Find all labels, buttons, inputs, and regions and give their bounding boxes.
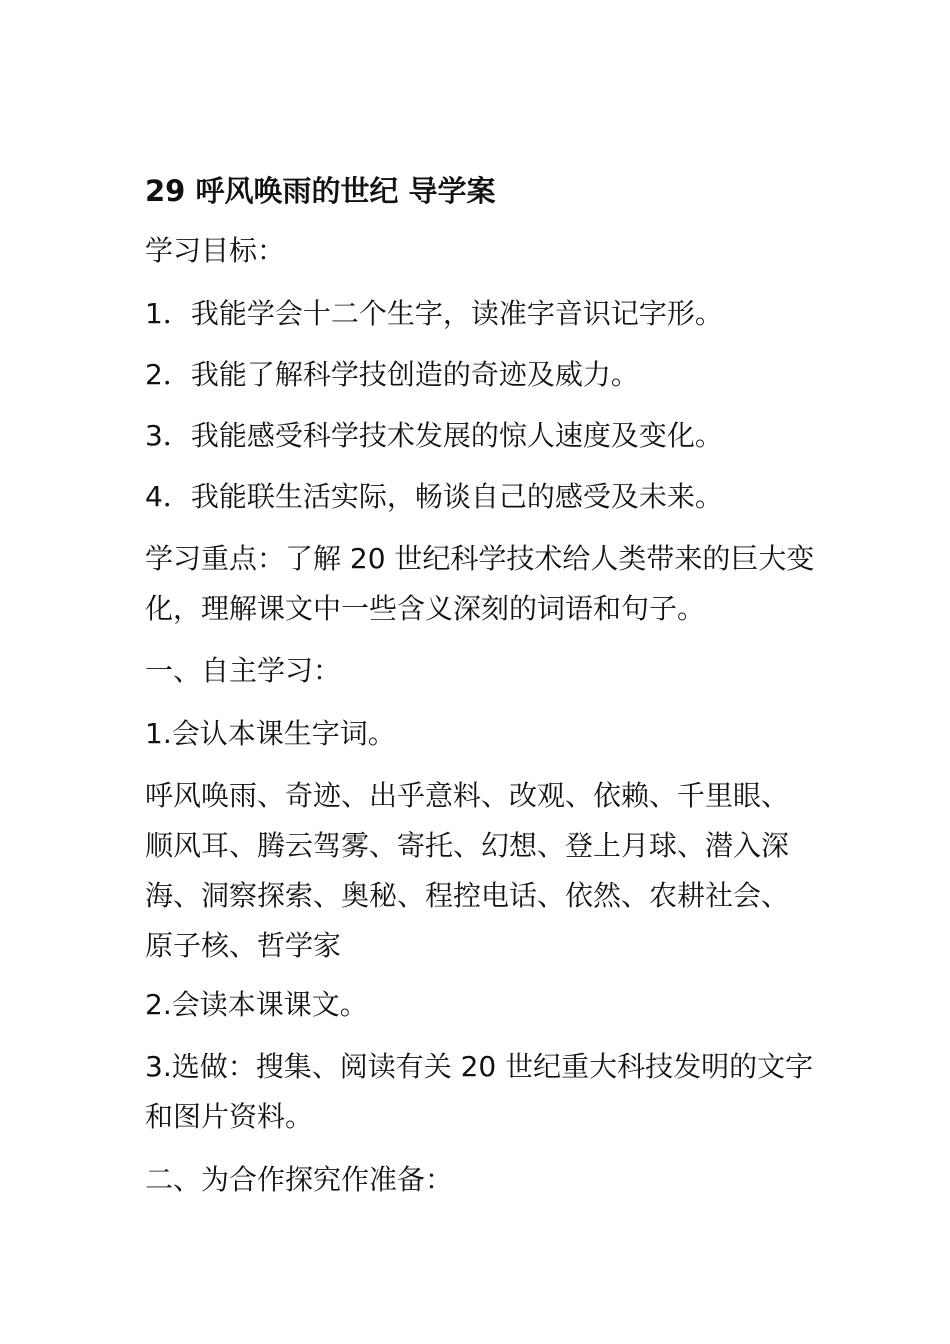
section-two-heading: 二、为合作探究作准备： <box>145 1163 454 1196</box>
word-list-paragraph: 呼风唤雨、奇迹、出乎意料、改观、依赖、千里眼、顺风耳、腾云驾雾、寄托、幻想、登上月球、潜入深海、洞察探索、奥秘、程控电话、依然、农耕社会、原子核、哲学家 <box>145 779 790 962</box>
objective-item: 4．我能联生活实际，畅谈自己的感受及未来。 <box>145 480 723 513</box>
task-3: 3.选做：搜集、阅读有关 20 世纪重大科技发明的文字和图片资料。 <box>145 1050 814 1133</box>
section-one-heading: 一、自主学习： <box>145 654 342 687</box>
key-points-paragraph: 学习重点：了解 20 世纪科学技术给人类带来的巨大变化，理解课文中一些含义深刻的词语和句子。 <box>145 542 815 625</box>
objective-item: 1．我能学会十二个生字，读准字音识记字形。 <box>145 297 723 330</box>
objective-item: 2．我能了解科学技创造的奇迹及威力。 <box>145 358 639 391</box>
task-1: 1.会认本课生字词。 <box>145 717 396 750</box>
document-title: 29 呼风唤雨的世纪 导学案 <box>145 174 496 208</box>
objective-item: 3．我能感受科学技术发展的惊人速度及变化。 <box>145 419 723 452</box>
task-2: 2.会读本课课文。 <box>145 988 368 1021</box>
objectives-heading: 学习目标： <box>145 234 286 267</box>
